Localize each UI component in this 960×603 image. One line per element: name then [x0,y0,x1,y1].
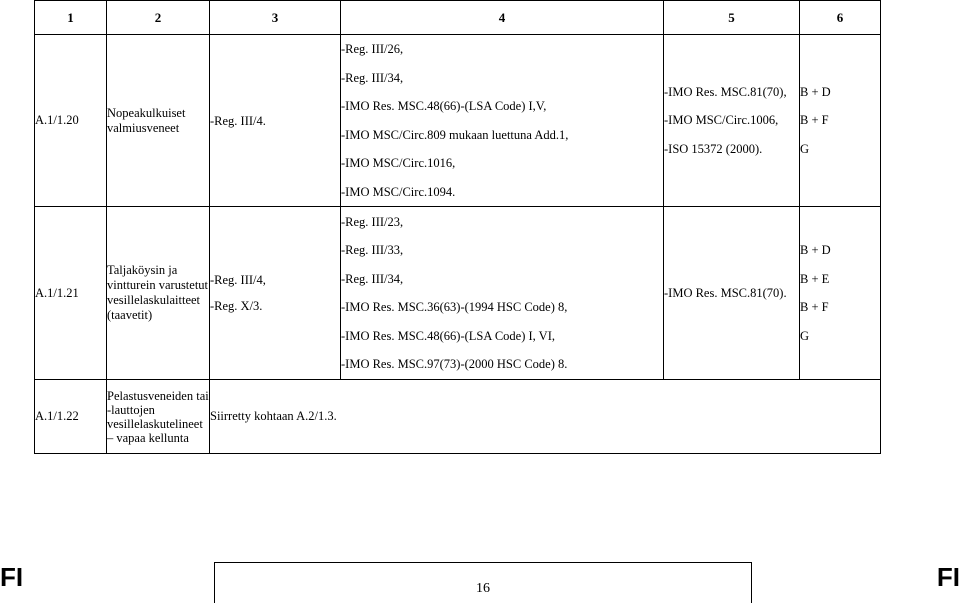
header-cell: 1 [35,1,107,35]
item-references: -Reg. III/26, -Reg. III/34, -IMO Res. MSC.48(66)-(LSA Code) I,V, -IMO MSC/Circ.809 mukaan luettuna Add.1, -IMO MSC/Circ.1016, -IMO MSC/Circ.1094. [341,35,664,207]
item-references: -Reg. III/23, -Reg. III/33, -Reg. III/34, -IMO Res. MSC.36(63)-(1994 HSC Code) 8, -IMO Res. MSC.48(66)-(LSA Code) I, VI, -IMO Res. MSC.97(73)-(2000 HSC Code) 8. [341,207,664,380]
item-modules: B + D B + F G [800,35,881,207]
language-code-right: FI [936,562,960,592]
item-name: Nopeakulkuiset valmiusveneet [107,35,210,207]
moved-note: Siirretty kohtaan A.2/1.3. [210,380,881,454]
item-standards: -IMO Res. MSC.81(70). [664,207,800,380]
item-id: A.1/1.20 [35,35,107,207]
header-row [35,1,881,35]
page-number-box [214,562,752,603]
header-cell: 5 [664,1,800,35]
header-cell: 4 [341,1,664,35]
header-cell: 6 [800,1,881,35]
item-name: Pelastusveneiden tai -lauttojen vesillelaskutelineet – vapaa kellunta [107,380,210,454]
header-cell: 2 [107,1,210,35]
equipment-table [34,0,881,454]
item-standards: -IMO Res. MSC.81(70), -IMO MSC/Circ.1006, -ISO 15372 (2000). [664,35,800,207]
table-row [35,207,881,380]
item-name: Taljaköysin ja vintturein varustetut vesillelaskulaitteet (taavetit) [107,207,210,380]
table-row [35,35,881,207]
item-id: A.1/1.22 [35,380,107,454]
item-regulation: -Reg. III/4, -Reg. X/3. [210,207,341,380]
header-cell: 3 [210,1,341,35]
item-id: A.1/1.21 [35,207,107,380]
table-row [35,380,881,454]
item-regulation: -Reg. III/4. [210,35,341,207]
item-modules: B + D B + E B + F G [800,207,881,380]
language-code-left: FI [0,562,24,592]
page-number: 16 [476,581,490,596]
